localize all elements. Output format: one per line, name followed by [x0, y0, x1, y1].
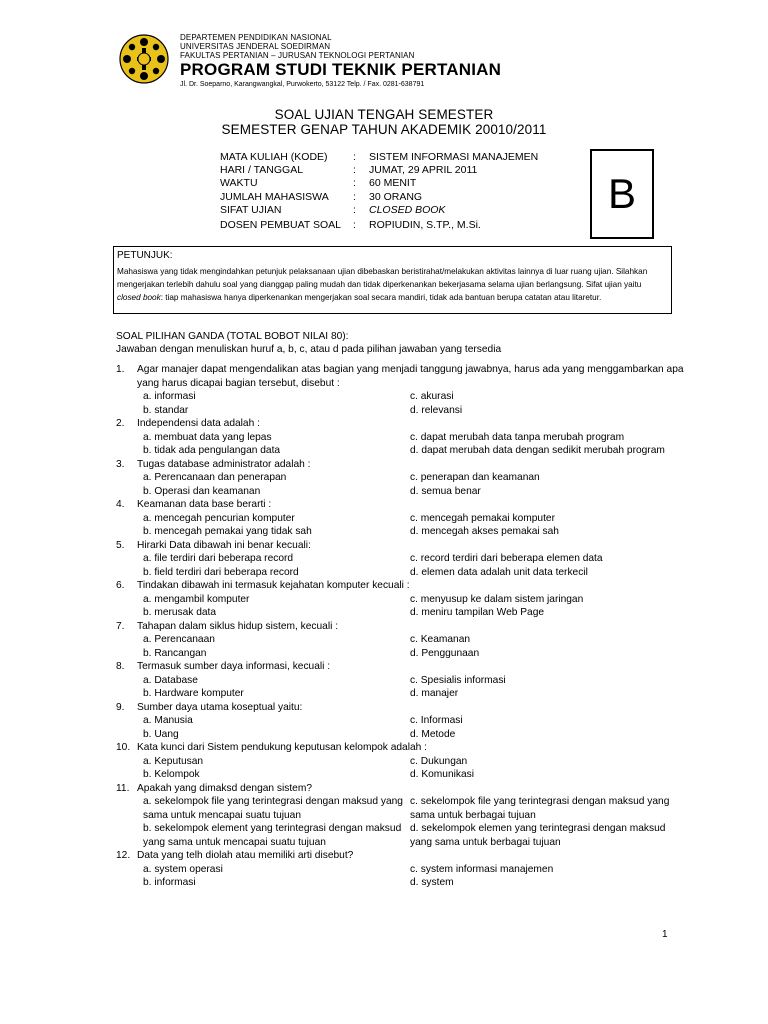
option-c: c. dapat merubah data tanpa merubah program [410, 431, 625, 443]
option-b: b. informasi [143, 877, 196, 888]
option-b: b. Uang [143, 728, 179, 740]
question-number: 6. [116, 580, 125, 591]
header-address: Jl. Dr. Soeparno, Karangwangkal, Purwokerto, 53122 Telp. / Fax. 0281-638791 [180, 81, 425, 88]
option-b: b. Rancangan [143, 647, 207, 659]
option-c: c. system informasi manajemen [410, 863, 554, 875]
option-a: a. Manusia [143, 715, 193, 726]
option-a: a. Database [143, 674, 198, 686]
question-number: 9. [116, 701, 125, 713]
option-d: d. elemen data adalah unit data terkecil [410, 566, 588, 578]
closed-book-term: closed book [117, 293, 161, 302]
option-b: b. Kelompok [143, 769, 200, 780]
option-c: c. Keamanan [410, 634, 471, 645]
info-label: MATA KULIAH (KODE) [220, 151, 328, 163]
question-number: 4. [116, 499, 125, 510]
option-d: d. Metode [410, 728, 456, 740]
option-c: c. penerapan dan keamanan [410, 472, 540, 483]
option-a: a. Perencanaan dan penerapan [143, 472, 287, 483]
info-value: 60 MENIT [369, 177, 417, 189]
question-text: Sumber daya utama koseptual yaitu: [137, 701, 303, 713]
info-value: 30 ORANG [369, 191, 423, 203]
option-b: b. sekelompok element yang terintegrasi dengan maksud [143, 823, 402, 834]
option-b: b. merusak data [143, 607, 217, 618]
question-number: 5. [116, 539, 125, 551]
option-c: sama untuk berbagai tujuan [410, 809, 536, 821]
question-text: Tindakan dibawah ini termasuk kejahatan komputer kecuali : [137, 580, 410, 591]
option-b: b. mencegah pemakai yang tidak sah [143, 526, 312, 537]
question-number: 12. [116, 850, 131, 861]
question-text: Keamanan data base berarti : [137, 499, 272, 510]
info-label: SIFAT UJIAN [220, 204, 282, 216]
page-number: 1 [662, 929, 668, 940]
info-label: HARI / TANGGAL [220, 164, 304, 176]
option-a: a. informasi [143, 391, 196, 402]
question-text: Agar manajer dapat mengendalikan atas bagian yang menjadi tanggung jawabnya, harus ada yang menggambarkan apa [137, 364, 684, 375]
info-value: JUMAT, 29 APRIL 2011 [369, 164, 478, 176]
question-text: Kata kunci dari Sistem pendukung keputusan kelompok adalah : [137, 742, 427, 753]
info-value: CLOSED BOOK [369, 204, 446, 216]
option-d: d. relevansi [410, 404, 463, 416]
info-label: JUMLAH MAHASISWA [220, 191, 329, 203]
info-separator: : [353, 151, 356, 163]
question-number: 10. [116, 742, 131, 753]
info-separator: : [353, 177, 356, 189]
question-text: Apakah yang dimaksd dengan sistem? [137, 782, 312, 794]
question-number: 3. [116, 458, 125, 470]
question-number: 1. [116, 364, 125, 375]
instructions-label: PETUNJUK: [117, 250, 173, 261]
option-a: a. mencegah pencurian komputer [143, 512, 295, 524]
section-heading: SOAL PILIHAN GANDA (TOTAL BOBOT NILAI 80): [116, 331, 349, 342]
option-d: d. Komunikasi [410, 769, 474, 780]
section-instruction: Jawaban dengan menuliskan huruf a, b, c, atau d pada pilihan jawaban yang tersedia [116, 344, 502, 355]
logo-emblem-icon [118, 33, 170, 85]
question-text: Tugas database administrator adalah : [137, 458, 311, 470]
question-number: 8. [116, 661, 125, 672]
instructions-line-3-rest: : tiap mahasiswa hanya diperkenankan mengerjakan soal secara mandiri, tidak ada bantuan berupa catatan atau litaretur. [160, 293, 602, 302]
exam-title: SOAL UJIAN TENGAH SEMESTER [274, 107, 494, 122]
info-separator: : [353, 219, 356, 231]
option-b: b. Operasi dan keamanan [143, 485, 261, 497]
exam-version-box: B [590, 149, 654, 239]
option-d: d. mencegah akses pemakai sah [410, 526, 559, 537]
question-number: 11. [116, 782, 130, 794]
option-d: d. sekelompok elemen yang terintegrasi dengan maksud [410, 823, 666, 834]
instructions-line-2: mengerjakan terlebih dahulu soal yang dianggap paling mudah dan tidak diperkenankan bekerjasama selama ujian berlangsung. Sifat ujian yaitu [117, 280, 642, 289]
option-c: c. record terdiri dari beberapa elemen data [410, 553, 603, 564]
info-separator: : [353, 191, 356, 203]
option-a: a. system operasi [143, 863, 223, 875]
option-c: c. mencegah pemakai komputer [410, 512, 555, 524]
option-d: d. dapat merubah data dengan sedikit merubah program [410, 445, 665, 456]
instructions-line-3 [117, 291, 601, 304]
question-text: Data yang telh diolah atau memiliki arti disebut? [137, 850, 354, 861]
option-d: yang sama untuk berbagai tujuan [410, 836, 561, 848]
option-a: a. Keputusan [143, 755, 204, 767]
option-a: a. mengambil komputer [143, 593, 250, 605]
question-number: 7. [116, 620, 125, 632]
question-text: Termasuk sumber daya informasi, kecuali : [137, 661, 331, 672]
option-d: d. meniru tampilan Web Page [410, 607, 545, 618]
option-d: d. semua benar [410, 485, 481, 497]
question-text: yang harus dicapai bagian tersebut, disebut : [137, 377, 340, 389]
header-department: DEPARTEMEN PENDIDIKAN NASIONAL [180, 33, 332, 42]
exam-subtitle: SEMESTER GENAP TAHUN AKADEMIK 20010/2011 [221, 122, 547, 137]
option-b: b. tidak ada pengulangan data [143, 445, 281, 456]
option-d: d. system [410, 877, 454, 888]
option-d: d. manajer [410, 688, 459, 699]
info-value: SISTEM INFORMASI MANAJEMEN [369, 151, 539, 163]
question-number: 2. [116, 418, 125, 429]
option-a: a. sekelompok file yang terintegrasi dengan maksud yang [143, 796, 403, 807]
info-label: WAKTU [220, 177, 258, 189]
option-b: yang sama untuk mencapai suatu tujuan [143, 836, 326, 848]
option-b: b. standar [143, 404, 189, 416]
option-c: c. akurasi [410, 391, 454, 402]
option-d: d. Penggunaan [410, 647, 480, 659]
university-logo [118, 33, 170, 85]
option-a: a. file terdiri dari beberapa record [143, 553, 294, 564]
header-program: PROGRAM STUDI TEKNIK PERTANIAN [180, 60, 502, 79]
info-separator: : [353, 204, 356, 216]
option-c: c. sekelompok file yang terintegrasi dengan maksud yang [410, 796, 670, 807]
option-c: c. Spesialis informasi [410, 674, 506, 686]
info-separator: : [353, 164, 356, 176]
info-value: ROPIUDIN, S.TP., M.Si. [369, 219, 481, 231]
option-c: c. menyusup ke dalam sistem jaringan [410, 593, 584, 605]
header-university: UNIVERSITAS JENDERAL SOEDIRMAN [180, 42, 331, 51]
option-c: c. Informasi [410, 715, 463, 726]
question-text: Hirarki Data dibawah ini benar kecuali: [137, 539, 311, 551]
option-a: a. membuat data yang lepas [143, 431, 272, 443]
info-label: DOSEN PEMBUAT SOAL [220, 219, 341, 231]
instructions-box [113, 246, 672, 314]
option-b: b. Hardware komputer [143, 688, 244, 699]
option-a: a. Perencanaan [143, 634, 215, 645]
question-text: Independensi data adalah : [137, 418, 260, 429]
header-faculty: FAKULTAS PERTANIAN – JURUSAN TEKNOLOGI PERTANIAN [180, 51, 415, 60]
option-c: c. Dukungan [410, 755, 468, 767]
instructions-line-1: Mahasiswa yang tidak mengindahkan petunjuk pelaksanaan ujian dibebaskan beristirahat/melakukan aktivitas lainnya di luar ruang ujian. Silahkan [117, 267, 648, 276]
option-b: b. field terdiri dari beberapa record [143, 566, 299, 578]
question-text: Tahapan dalam siklus hidup sistem, kecuali : [137, 620, 339, 632]
option-a: sama untuk mencapai suatu tujuan [143, 809, 302, 821]
